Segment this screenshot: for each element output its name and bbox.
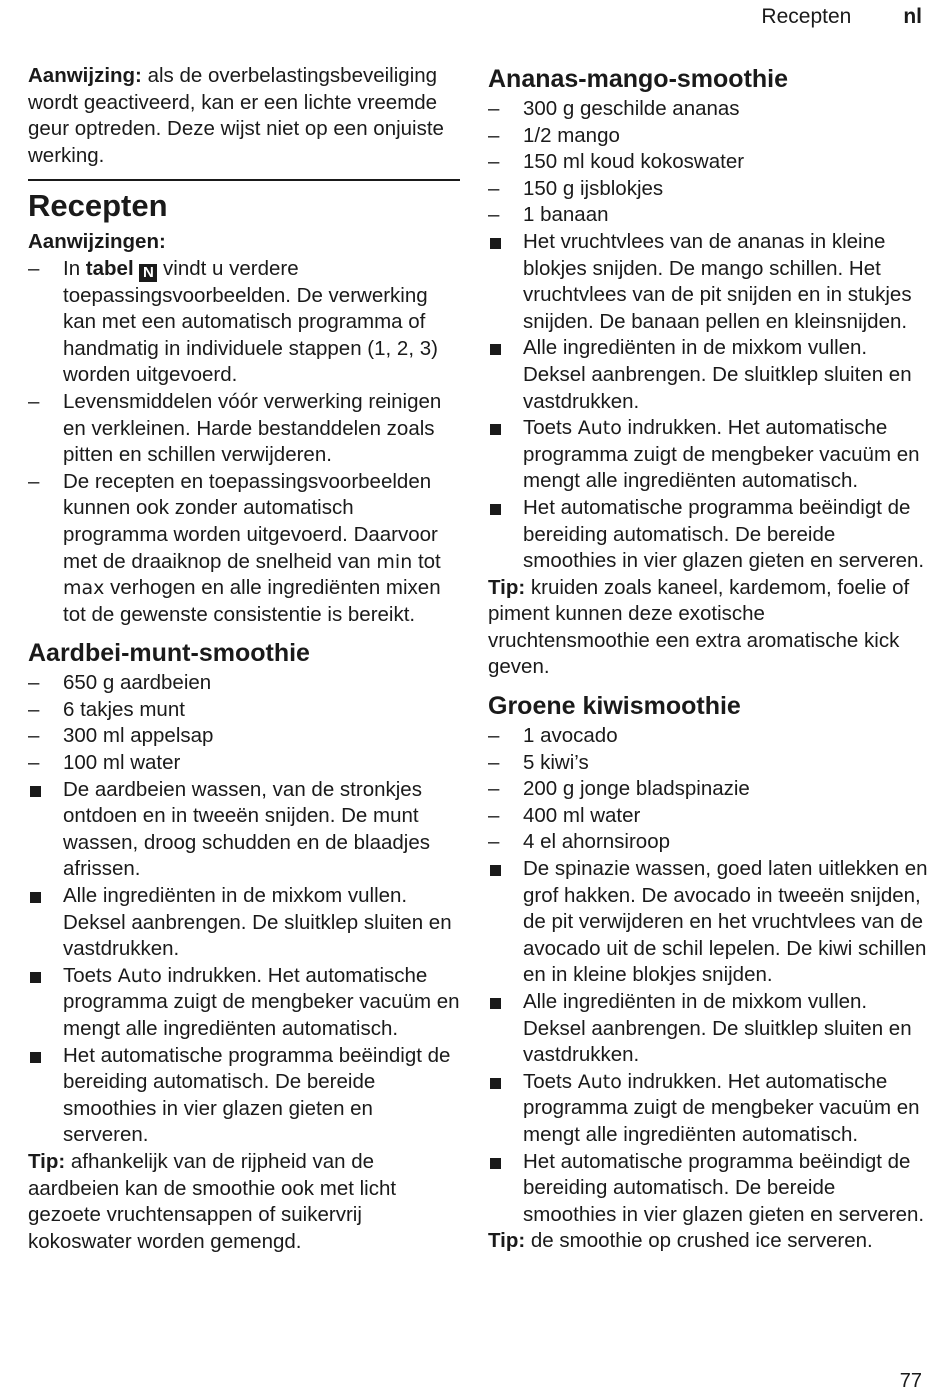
square-bullet [488, 335, 518, 355]
ananas-title: Ananas-mango-smoothie [488, 65, 789, 93]
tip-label: Tip: [28, 1149, 66, 1173]
dash-bullet [488, 829, 518, 856]
list-item: Het automatische programma beëindigt de bereiding automatisch. De bereide smoothies in vier glazen gieten en serveren. [28, 1043, 464, 1149]
aardbei-ingredients [28, 670, 464, 776]
max-keyword: max [63, 577, 105, 600]
list-item: – 100 ml water [28, 750, 464, 777]
aardbei-steps [28, 777, 464, 1149]
list-item: Het automatische programma beëindigt de bereiding automatisch. De bereide smoothies in vier glazen gieten en serveren. [488, 1149, 928, 1229]
dash-bullet [28, 697, 58, 724]
recepten-notes-list [28, 256, 464, 628]
dash-bullet [28, 469, 58, 496]
tip-label: Tip: [488, 1229, 526, 1253]
dash-bullet [28, 670, 58, 697]
intro-note [28, 63, 464, 169]
dash-bullet [28, 256, 58, 283]
list-item: – 650 g aardbeien [28, 670, 464, 697]
list-item: Alle ingrediënten in de mixkom vullen. Deksel aanbrengen. De sluitklep sluiten en vastdrukken. [28, 883, 464, 963]
section-divider [28, 179, 460, 181]
list-item: – In tabel N vindt u verdere toepassingsvoorbeelden. De verwerking kan met een automatisch programma of handmatig in individuele stappen (1, 2, 3) worden uitgevoerd. [28, 256, 464, 389]
kiwi-steps [488, 856, 928, 1228]
auto-key-label: Auto [117, 964, 162, 987]
square-bullet [28, 883, 58, 903]
list-item: – 300 ml appelsap [28, 723, 464, 750]
auto-key-label: Auto [577, 1070, 622, 1093]
left-column [28, 63, 464, 1255]
list-item: De spinazie wassen, goed laten uitlekken en grof hakken. De avocado in tweeën snijden, de pit verwijderen en het vruchtvlees van de avocado uit de schil lepelen. De kiwi schillen en in kleine blokjes snijden. [488, 856, 928, 989]
dash-bullet [488, 176, 518, 203]
right-column [488, 64, 928, 1255]
list-item: Toets Auto indrukken. Het automatische programma zuigt de mengbeker vacuüm en mengt alle ingrediënten automatisch. [488, 415, 928, 495]
dash-bullet [488, 803, 518, 830]
square-bullet [488, 415, 518, 435]
list-item: – 1 avocado [488, 723, 928, 750]
page-header [761, 5, 922, 29]
list-item: – 6 takjes munt [28, 697, 464, 724]
dash-bullet [488, 750, 518, 777]
list-item: – 150 g ijsblokjes [488, 176, 928, 203]
list-item: Alle ingrediënten in de mixkom vullen. Deksel aanbrengen. De sluitklep sluiten en vastdrukken. [488, 335, 928, 415]
kiwi-title: Groene kiwismoothie [488, 692, 741, 721]
auto-key-label: Auto [577, 417, 622, 440]
list-item: – 150 ml koud kokoswater [488, 149, 928, 176]
ananas-steps [488, 229, 928, 575]
square-bullet [488, 1149, 518, 1169]
kiwi-tip: Tip: de smoothie op crushed ice serveren. [488, 1229, 873, 1253]
page-number: 77 [899, 1370, 922, 1392]
tip-label: Tip: [488, 575, 526, 599]
square-bullet [488, 856, 518, 876]
list-item: Toets Auto indrukken. Het automatische programma zuigt de mengbeker vacuüm en mengt alle ingrediënten automatisch. [488, 1069, 928, 1149]
aardbei-tip: Tip: afhankelijk van de rijpheid van de aardbeien kan de smoothie ook met licht gezoete vruchtensappen of suikervrij kokoswater worden gemengd. [28, 1149, 397, 1253]
intro-note-text: als de overbelastingsbeveiliging wordt geactiveerd, kan er een lichte vreemde geur optreden. Deze wijst niet op een onjuiste werking. [28, 64, 444, 167]
list-item: Het vruchtvlees van de ananas in kleine blokjes snijden. De mango schillen. Het vruchtvlees van de pit snijden en in stukjes snijden. De banaan pellen en kleinsnijden. [488, 229, 928, 335]
dash-bullet [488, 723, 518, 750]
kiwi-ingredients [488, 723, 928, 856]
dash-bullet [28, 723, 58, 750]
recepten-notes-label: Aanwijzingen: [28, 230, 166, 254]
square-bullet [488, 495, 518, 515]
list-item: – 1 banaan [488, 202, 928, 229]
dash-bullet [488, 202, 518, 229]
min-keyword: min [376, 550, 413, 573]
square-bullet [488, 989, 518, 1009]
ananas-tip: Tip: kruiden zoals kaneel, kardemom, foelie of piment kunnen deze exotische vruchtensmoothie een extra aromatische kick geven. [488, 575, 910, 679]
list-item: – 200 g jonge bladspinazie [488, 776, 928, 803]
dash-bullet [488, 96, 518, 123]
dash-bullet [488, 149, 518, 176]
list-item: – 4 el ahornsiroop [488, 829, 928, 856]
square-bullet [488, 229, 518, 249]
list-item: – Levensmiddelen vóór verwerking reinigen en verkleinen. Harde bestanddelen zoals pitten en schillen verwijderen. [28, 389, 464, 469]
square-bullet [28, 1043, 58, 1063]
dash-bullet [28, 389, 58, 416]
list-item: – 5 kiwi’s [488, 750, 928, 777]
intro-note-label: Aanwijzing: [28, 64, 142, 87]
table-n-icon: N [139, 264, 157, 282]
list-item: – 400 ml water [488, 803, 928, 830]
list-item: – 1/2 mango [488, 123, 928, 150]
square-bullet [488, 1069, 518, 1089]
header-language: nl [903, 5, 922, 28]
square-bullet [28, 777, 58, 797]
dash-bullet [28, 750, 58, 777]
list-item: Toets Auto indrukken. Het automatische programma zuigt de mengbeker vacuüm en mengt alle ingrediënten automatisch. [28, 963, 464, 1043]
recepten-title: Recepten [28, 188, 168, 224]
tabel-word: tabel [85, 256, 134, 280]
list-item: Het automatische programma beëindigt de bereiding automatisch. De bereide smoothies in vier glazen gieten en serveren. [488, 495, 928, 575]
square-bullet [28, 963, 58, 983]
dash-bullet [488, 123, 518, 150]
list-item: – De recepten en toepassingsvoorbeelden kunnen ook zonder automatisch programma worden uitgevoerd. Daarvoor met de draaiknop de snelheid van min tot max verhogen en alle ingrediënten mixen tot de gewenste consistentie is bereikt. [28, 469, 464, 629]
list-item: – 300 g geschilde ananas [488, 96, 928, 123]
header-section: Recepten [761, 5, 852, 28]
ananas-ingredients [488, 96, 928, 229]
aardbei-title: Aardbei-munt-smoothie [28, 639, 310, 668]
dash-bullet [488, 776, 518, 803]
list-item: Alle ingrediënten in de mixkom vullen. Deksel aanbrengen. De sluitklep sluiten en vastdrukken. [488, 989, 928, 1069]
list-item: De aardbeien wassen, van de stronkjes ontdoen en in tweeën snijden. De munt wassen, droog schudden en de blaadjes afrissen. [28, 777, 464, 883]
